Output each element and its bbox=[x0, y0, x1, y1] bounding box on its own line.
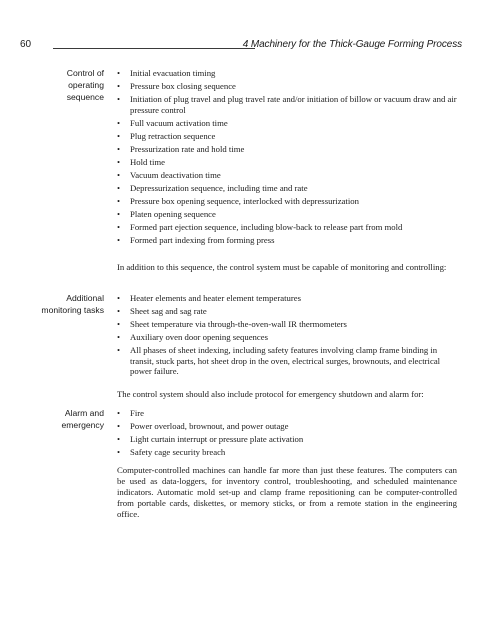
bullet: • bbox=[117, 94, 121, 104]
margin-note-line: Additional bbox=[66, 293, 104, 303]
list-item bbox=[117, 306, 457, 317]
list-item bbox=[117, 447, 457, 458]
list-item bbox=[117, 68, 457, 79]
bullet: • bbox=[117, 408, 121, 418]
margin-note-alarm-emergency bbox=[20, 407, 104, 431]
list-item bbox=[117, 319, 457, 330]
list-item-text: Pressurization rate and hold time bbox=[130, 143, 245, 154]
list-item-text: Heater elements and heater element temperatures bbox=[130, 293, 302, 303]
margin-note-line: emergency bbox=[61, 420, 104, 430]
list-item bbox=[117, 293, 457, 304]
margin-note-line: operating bbox=[68, 80, 104, 90]
bullet: • bbox=[117, 169, 121, 180]
bullet: • bbox=[117, 117, 121, 128]
list-item-text: Power overload, brownout, and power outage bbox=[130, 421, 289, 431]
list-item-text: Sheet temperature via through-the-oven-wall IR thermometers bbox=[130, 319, 347, 329]
bullet: • bbox=[117, 208, 121, 219]
running-header bbox=[20, 39, 462, 53]
paragraph-computer-control: Computer-controlled machines can handle far more than just these features. The computers can be used as data-loggers, for inventory control, troubleshooting, and scheduled maintenance indicators. Automatic mold set-up and clamp frame repositioning can be computer-controlled from portable cards, diskettes, or memory sticks, or from a remote station in the engineering office. bbox=[117, 465, 457, 519]
monitoring-tasks-list bbox=[117, 293, 457, 379]
bullet: • bbox=[117, 195, 121, 206]
list-item bbox=[117, 81, 457, 92]
bullet: • bbox=[117, 234, 121, 245]
page-number: 60 bbox=[20, 39, 32, 50]
list-item bbox=[117, 408, 457, 419]
alarm-emergency-list bbox=[117, 408, 457, 460]
list-item bbox=[117, 94, 457, 115]
list-item-text: Plug retraction sequence bbox=[130, 130, 216, 141]
list-item-text: Sheet sag and sag rate bbox=[130, 306, 207, 316]
chapter-title: 4 Machinery for the Thick-Gauge Forming Process bbox=[242, 39, 462, 50]
list-item bbox=[117, 421, 457, 432]
bullet: • bbox=[117, 332, 121, 342]
list-item bbox=[117, 209, 457, 220]
bullet: • bbox=[117, 421, 121, 431]
list-item bbox=[117, 222, 457, 233]
margin-note-line: monitoring tasks bbox=[41, 305, 104, 315]
list-item bbox=[117, 170, 457, 181]
bullet: • bbox=[117, 130, 121, 141]
list-item bbox=[117, 157, 457, 168]
list-item-text: Vacuum deactivation time bbox=[130, 169, 221, 180]
header-rule bbox=[53, 48, 255, 49]
list-item bbox=[117, 118, 457, 129]
list-item-text: Safety cage security breach bbox=[130, 447, 226, 457]
bullet: • bbox=[117, 156, 121, 167]
bullet: • bbox=[117, 68, 121, 78]
list-item bbox=[117, 144, 457, 155]
paragraph-emergency-intro: The control system should also include protocol for emergency shutdown and alarm for: bbox=[117, 389, 424, 399]
margin-note-control-sequence bbox=[20, 67, 104, 103]
list-item-text: Initiation of plug travel and plug travel rate and/or initiation of billow or vacuum draw and air pressure control bbox=[130, 94, 457, 115]
margin-note-line: Alarm and bbox=[64, 408, 104, 418]
list-item bbox=[117, 434, 457, 445]
bullet: • bbox=[117, 319, 121, 329]
list-item bbox=[117, 345, 457, 377]
paragraph-monitoring-intro: In addition to this sequence, the control system must be capable of monitoring and controlling: bbox=[117, 262, 447, 272]
bullet: • bbox=[117, 434, 121, 444]
bullet: • bbox=[117, 447, 121, 457]
list-item bbox=[117, 332, 457, 343]
bullet: • bbox=[117, 182, 121, 193]
bullet: • bbox=[117, 81, 121, 91]
list-item-text: All phases of sheet indexing, including safety features involving clamp frame binding in transit, stuck parts, hot sheet drop in the oven, electrical surges, brownouts, and electrical power failure. bbox=[130, 345, 441, 376]
list-item-text: Depressurization sequence, including time and rate bbox=[130, 182, 308, 193]
bullet: • bbox=[117, 293, 121, 303]
list-item bbox=[117, 131, 457, 142]
bullet: • bbox=[117, 345, 121, 355]
list-item-text: Auxiliary oven door opening sequences bbox=[130, 332, 268, 342]
list-item bbox=[117, 196, 457, 207]
list-item-text: Formed part indexing from forming press bbox=[130, 234, 275, 245]
list-item bbox=[117, 183, 457, 194]
bullet: • bbox=[117, 143, 121, 154]
margin-note-line: Control of bbox=[66, 68, 104, 78]
margin-note-line: sequence bbox=[66, 92, 104, 102]
list-item-text: Full vacuum activation time bbox=[130, 117, 228, 128]
list-item-text: Pressure box opening sequence, interlocked with depressurization bbox=[130, 195, 359, 206]
bullet: • bbox=[117, 306, 121, 316]
list-item-text: Formed part ejection sequence, including blow-back to release part from mold bbox=[130, 221, 403, 232]
list-item-text: Hold time bbox=[130, 156, 165, 167]
margin-note-monitoring-tasks bbox=[20, 292, 104, 316]
bullet: • bbox=[117, 221, 121, 232]
list-item-text: Fire bbox=[130, 408, 144, 418]
list-item bbox=[117, 235, 457, 246]
control-sequence-list bbox=[117, 68, 457, 248]
list-item-text: Light curtain interrupt or pressure plate activation bbox=[130, 434, 304, 444]
list-item-text: Pressure box closing sequence bbox=[130, 81, 236, 91]
list-item-text: Initial evacuation timing bbox=[130, 68, 216, 78]
list-item-text: Platen opening sequence bbox=[130, 208, 216, 219]
